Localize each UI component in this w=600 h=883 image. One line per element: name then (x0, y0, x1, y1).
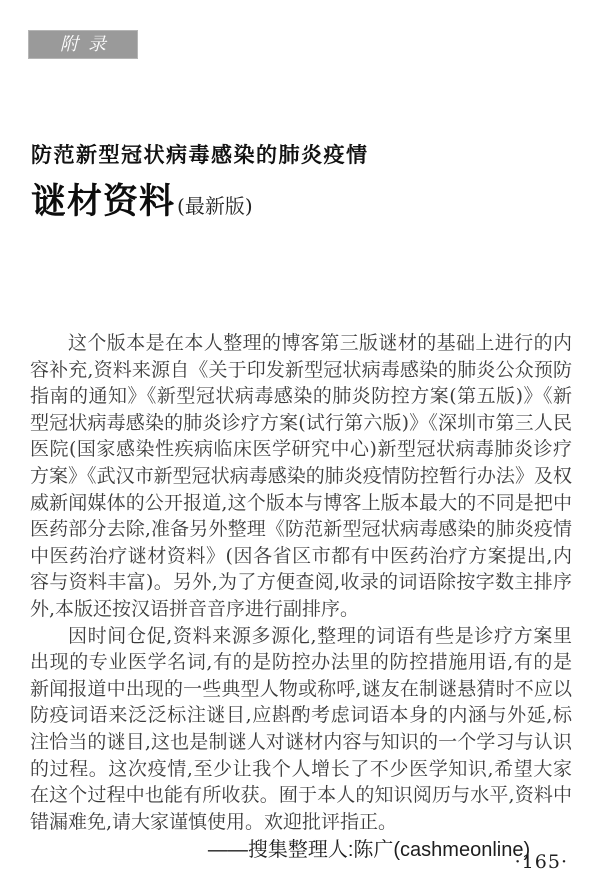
body-text (30, 330, 572, 865)
paragraph-2: 因时间仓促,资料来源多源化,整理的词语有些是诊疗方案里出现的专业医学名词,有的是防控办法里的防控措施用语,有的是新闻报道中出现的一些典型人物或称呼,谜友在制谜悬猜时不应以防疫词语来泛泛标注谜目,应斟酌考虑词语本身的内涵与外延,标注恰当的谜目,这也是制谜人对谜材内容与知识的一个学习与认识的过程。这次疫情,至少让我个人增长了不少医学知识,希望大家在这个过程中也能有所收获。囿于本人的知识阅历与水平,资料中错漏难免,请大家谨慎使用。欢迎批评指正。 (30, 624, 572, 833)
page-title: 谜材资料 (31, 182, 176, 221)
paragraph-1: 这个版本是在本人整理的博客第三版谜材的基础上进行的内容补充,资料来源自《关于印发新型冠状病毒感染的肺炎公众预防指南的通知》《新型冠状病毒感染的肺炎防控方案(第五版)》《新型冠状病毒感染的肺炎诊疗方案(试行第六版)》《深圳市第三人民医院(国家感染性疾病临床医学研究中心)新型冠状病毒肺炎诊疗方案》《武汉市新型冠状病毒感染的肺炎疫情防控暂行办法》及权威新闻媒体的公开报道,这个版本与博客上版本最大的不同是把中医药部分去除,准备另外整理《防范新型冠状病毒感染的肺炎疫情中医药治疗谜材资料》(因各省区市都有中医药治疗方案提出,内容与资料丰富)。另外,为了方便查阅,收录的词语除按字数主排序外,本版还按汉语拼音音序进行副排序。 (30, 332, 572, 620)
page-number: ·165· (514, 851, 568, 873)
page-title-row (31, 174, 572, 224)
edition-label: (最新版) (177, 194, 253, 218)
attribution-line: ——搜集整理人:陈广(cashmeonline) (207, 839, 531, 862)
page-subtitle: 防范新型冠状病毒感染的肺炎疫情 (31, 144, 369, 167)
appendix-tag-label: 附录 (60, 34, 116, 55)
appendix-tag (28, 30, 138, 59)
title-block (31, 142, 572, 224)
